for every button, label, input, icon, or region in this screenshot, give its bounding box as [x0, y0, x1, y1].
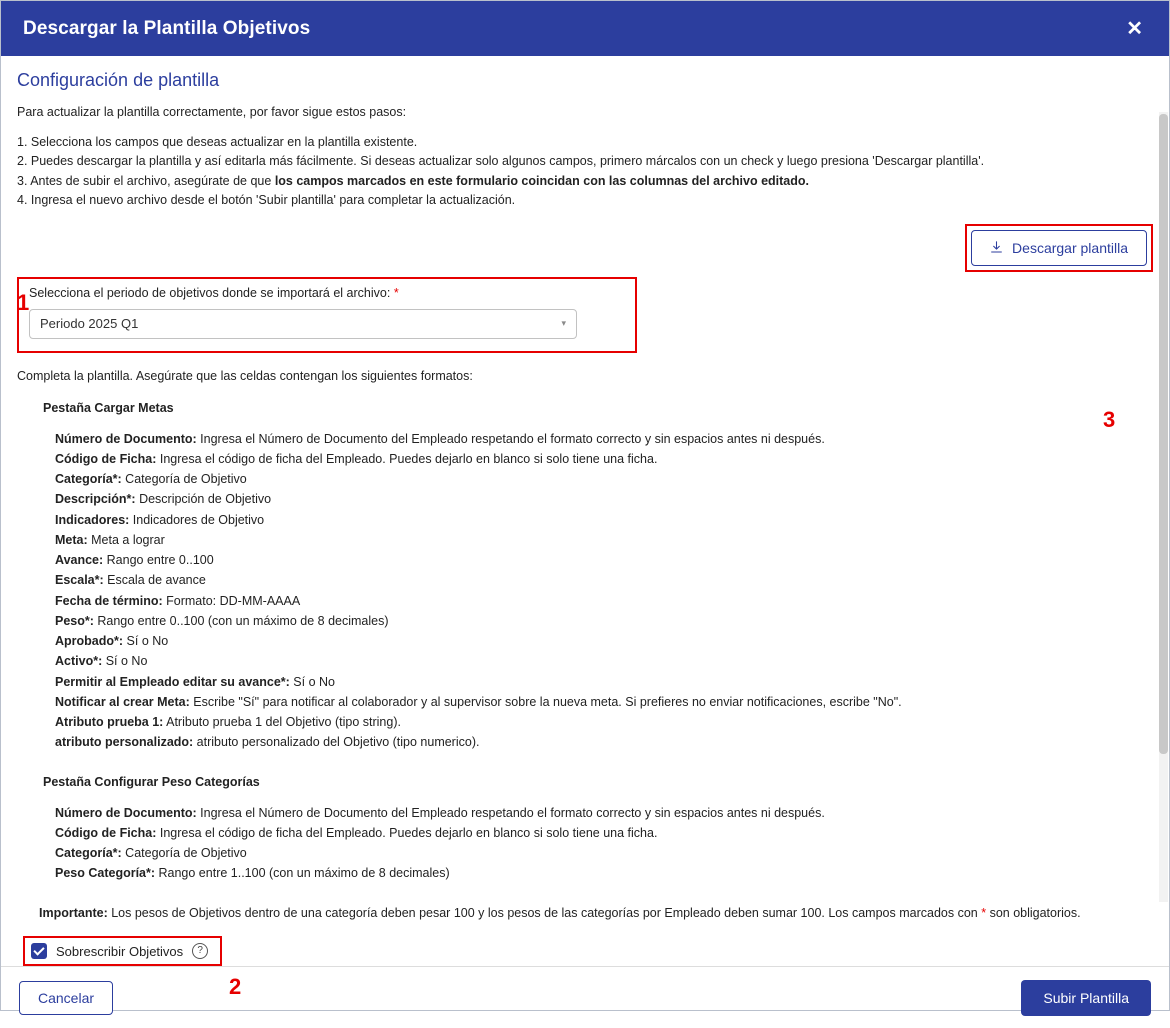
field-name: Peso*: [55, 613, 94, 628]
overwrite-row [31, 943, 208, 959]
important-label: Importante: [39, 905, 108, 920]
field-name: Permitir al Empleado editar su avance*: [55, 674, 290, 689]
step-3-bold: los campos marcados en este formulario coincidan con las columnas del archivo editado. [274, 173, 809, 188]
field-desc: Atributo prueba 1 del Objetivo (tipo string). [163, 715, 401, 729]
field-name: Activo*: [55, 654, 103, 669]
field-row [55, 469, 1153, 489]
annotation-3: 3 [1103, 406, 1116, 432]
modal-footer [1, 966, 1169, 1028]
field-desc: Ingresa el código de ficha del Empleado. Puedes dejarlo en blanco si solo tiene una ficha. [156, 825, 658, 840]
period-required-marker: * [393, 285, 399, 300]
field-name: Código de Ficha: [55, 825, 157, 840]
field-row [55, 843, 1153, 863]
step-2: 2. Puedes descargar la plantilla y así editarla más fácilmente. Si deseas actualizar solo algunos campos, primero márcalos con un check y luego presiona 'Descargar plantilla'. [17, 154, 985, 169]
step-3-text: 3. Antes de subir el archivo, asegúrate de que [17, 173, 275, 188]
tab-configurar-peso-title: Pestaña Configurar Peso Categorías [43, 774, 260, 789]
field-name: Número de Documento: [55, 431, 197, 446]
overwrite-highlight [23, 936, 222, 966]
intro-text: Para actualizar la plantilla correctamente, por favor sigue estos pasos: [17, 105, 407, 119]
field-row [55, 530, 1153, 550]
section-title: Configuración de plantilla [17, 70, 220, 90]
period-highlight [17, 277, 637, 353]
field-row [55, 570, 1153, 590]
field-row [55, 449, 1153, 469]
period-label [29, 286, 625, 300]
field-row [55, 429, 1153, 449]
close-icon[interactable]: ✕ [1126, 17, 1143, 40]
field-row [55, 712, 1153, 732]
field-name: Escala*: [55, 573, 104, 588]
important-text-2: son obligatorios. [986, 905, 1081, 920]
field-row [55, 591, 1153, 611]
field-desc: Categoría de Objetivo [121, 846, 247, 860]
period-select-value: Periodo 2025 Q1 [40, 316, 139, 331]
field-desc: Descripción de Objetivo [135, 492, 272, 507]
annotation-1: 1 [17, 290, 30, 315]
download-template-button[interactable] [971, 230, 1147, 266]
field-row [55, 489, 1153, 509]
download-icon [990, 241, 1003, 254]
field-desc: Ingresa el Número de Documento del Empleado respetando el formato correcto y sin espacios antes ni después. [196, 431, 825, 446]
field-name: Número de Documento: [55, 805, 197, 820]
field-row [55, 631, 1153, 651]
field-row [55, 651, 1153, 671]
field-name: Descripción*: [55, 492, 136, 507]
field-desc: Escribe "Sí" para notificar al colaborador y al supervisor sobre la nueva meta. Si prefieres no enviar notificaciones, escribe "No". [189, 694, 902, 709]
modal-header [1, 1, 1169, 56]
field-name: Indicadores: [55, 512, 130, 527]
step-1: 1. Selecciona los campos que deseas actualizar en la plantilla existente. [17, 135, 418, 149]
download-highlight [965, 224, 1153, 272]
field-desc: Meta a lograr [87, 532, 165, 547]
period-select[interactable] [29, 309, 577, 339]
field-row [55, 672, 1153, 692]
field-desc: Formato: DD-MM-AAAA [162, 593, 301, 608]
important-text-1: Los pesos de Objetivos dentro de una categoría deben pesar 100 y los pesos de las categorías por Empleado deben sumar 100. Los campos marcados con [107, 905, 982, 920]
field-desc: Ingresa el Número de Documento del Empleado respetando el formato correcto y sin espacios antes ni después. [196, 805, 825, 820]
field-name: atributo personalizado: [55, 735, 194, 750]
field-name: Atributo prueba 1: [55, 715, 164, 729]
field-name: Peso Categoría*: [55, 866, 156, 881]
chevron-down-icon: ▾ [561, 318, 566, 328]
field-name: Categoría*: [55, 846, 122, 860]
field-row [55, 611, 1153, 631]
field-name: Avance: [55, 553, 104, 567]
field-desc: Categoría de Objetivo [121, 472, 247, 486]
field-name: Categoría*: [55, 472, 122, 486]
field-desc: Sí o No [102, 654, 148, 669]
tab-cargar-metas-fields [55, 429, 1153, 753]
field-desc: Indicadores de Objetivo [129, 512, 265, 527]
field-row [55, 863, 1153, 883]
overwrite-objectives-checkbox[interactable] [31, 943, 47, 959]
field-desc: atributo personalizado del Objetivo (tipo numerico). [193, 735, 480, 750]
field-name: Notificar al crear Meta: [55, 694, 190, 709]
important-note [39, 904, 1153, 923]
download-template-button-label: Descargar plantilla [1012, 239, 1128, 256]
help-icon[interactable]: ? [192, 943, 208, 959]
upload-template-button[interactable]: Subir Plantilla [1021, 980, 1151, 1016]
field-desc: Rango entre 0..100 [103, 553, 214, 567]
field-row [55, 550, 1153, 570]
field-row [55, 803, 1153, 823]
field-name: Fecha de término: [55, 593, 163, 608]
period-label-text: Selecciona el periodo de objetivos donde se importará el archivo: [29, 285, 391, 300]
field-name: Código de Ficha: [55, 451, 157, 466]
steps-list [17, 133, 1153, 211]
field-row [55, 732, 1153, 752]
important-asterisk: * [981, 905, 987, 920]
field-name: Aprobado*: [55, 634, 124, 648]
cancel-button[interactable]: Cancelar [19, 981, 113, 1015]
field-row [55, 823, 1153, 843]
tab-configurar-peso-fields [55, 803, 1153, 884]
field-row [55, 510, 1153, 530]
overwrite-objectives-label: Sobrescribir Objetivos [56, 943, 184, 959]
scrollbar-thumb[interactable] [1159, 114, 1168, 754]
field-desc: Rango entre 1..100 (con un máximo de 8 decimales) [155, 866, 450, 881]
field-desc: Rango entre 0..100 (con un máximo de 8 decimales) [93, 613, 389, 628]
field-row [55, 692, 1153, 712]
page-title: Descargar la Plantilla Objetivos [23, 17, 311, 39]
step-3 [17, 172, 1153, 191]
annotation-2: 2 [229, 974, 242, 999]
field-desc: Sí o No [289, 674, 335, 689]
field-desc: Escala de avance [103, 573, 206, 588]
tab-cargar-metas-title: Pestaña Cargar Metas [43, 400, 174, 415]
field-name: Meta: [55, 532, 88, 547]
field-desc: Ingresa el código de ficha del Empleado. Puedes dejarlo en blanco si solo tiene una ficha. [156, 451, 658, 466]
step-4: 4. Ingresa el nuevo archivo desde el botón 'Subir plantilla' para completar la actualización. [17, 193, 516, 208]
field-desc: Sí o No [123, 634, 169, 648]
formats-lead: Completa la plantilla. Asegúrate que las celdas contengan los siguientes formatos: [17, 368, 473, 383]
